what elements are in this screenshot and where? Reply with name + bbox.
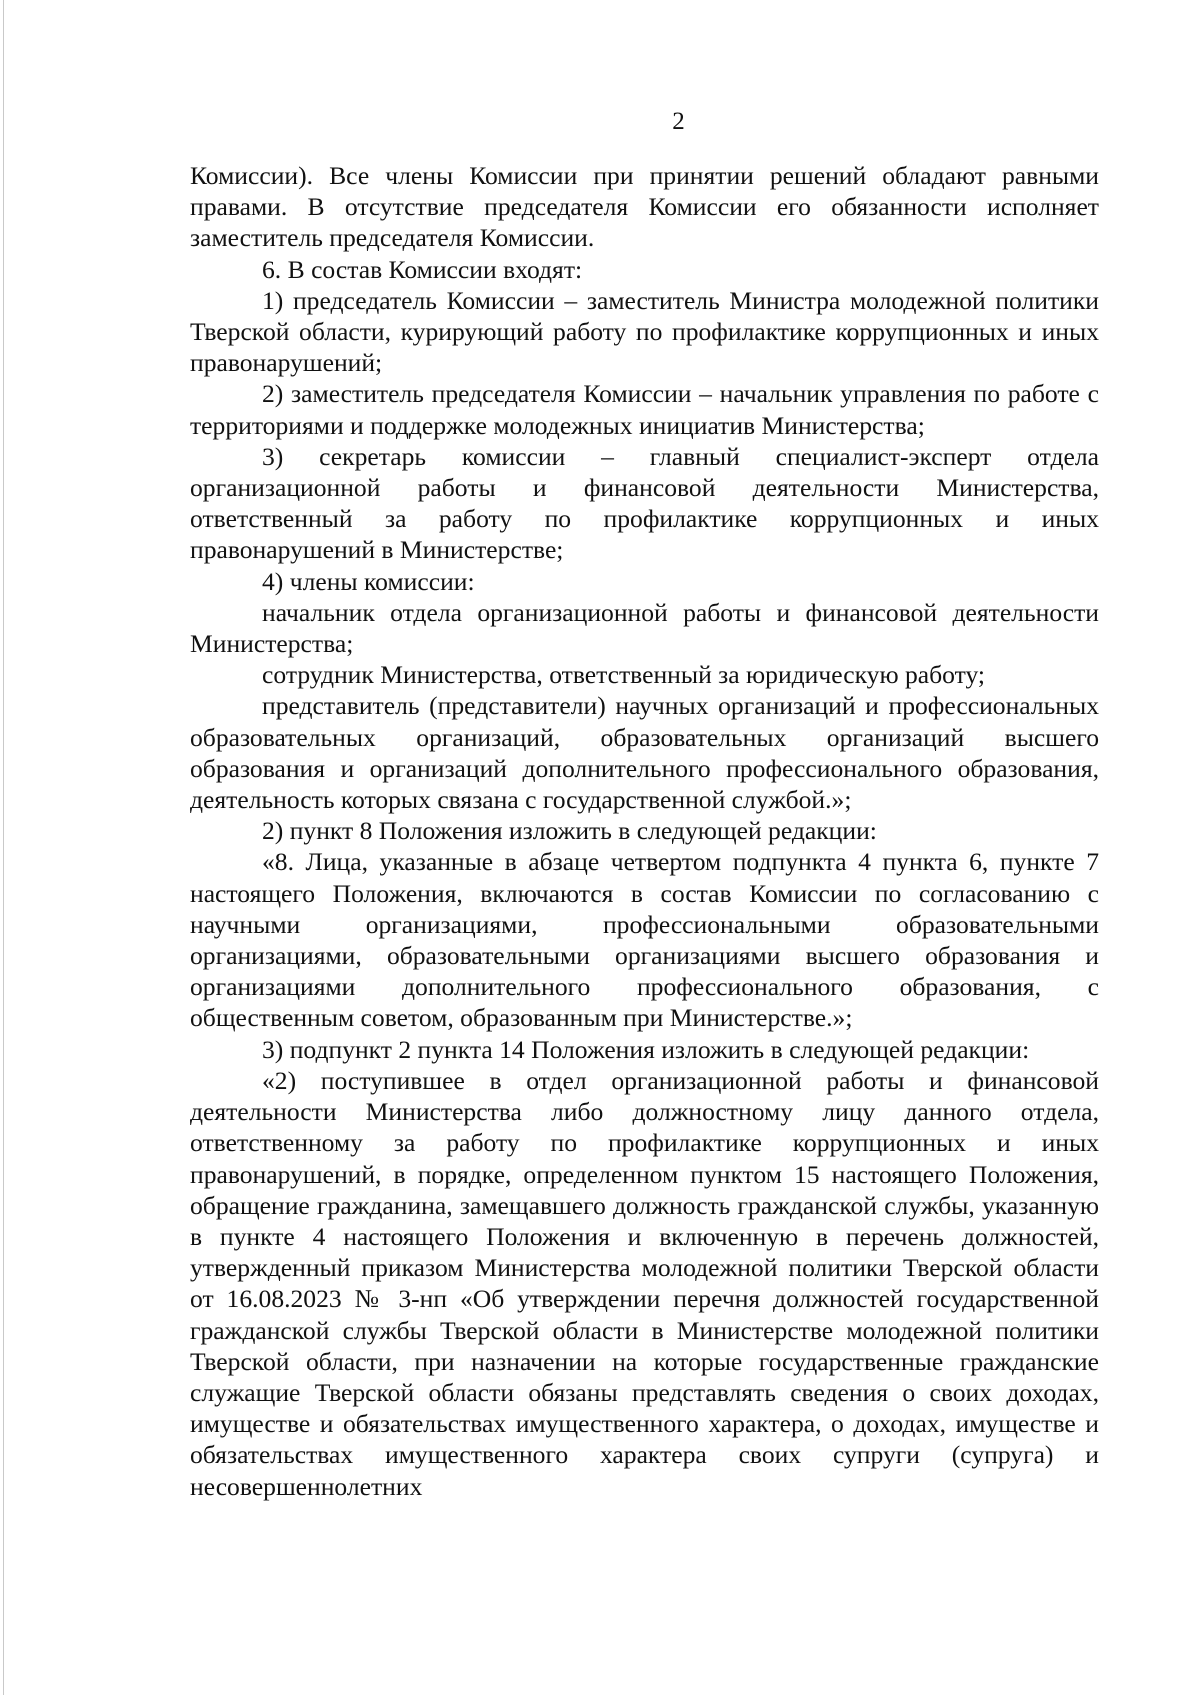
paragraph: «8. Лица, указанные в абзаце четвертом подпункта 4 пункта 6, пункте 7 настоящего Положения, включаются в состав Комиссии по согласованию с научными организациями, профессиональными образовательными организациями, образовательными организациями высшего образования и организациями дополнительного профессионального образования, с общественным советом, образованным при Министерстве.»; [190, 847, 1099, 1033]
paragraph: 2) заместитель председателя Комиссии – начальник управления по работе с территориями и поддержке молодежных инициатив Министерства; [190, 379, 1099, 440]
paragraph: начальник отдела организационной работы и финансовой деятельности Министерства; [190, 597, 1099, 659]
paragraph: «2) поступившее в отдел организационной работы и финансовой деятельности Министерства либо должностному лицу данного отдела, ответственному за работу по профилактике коррупционных и иных правонарушений, в порядке, определенном пунктом 15 настоящего Положения, обращение гражданина, замещавшего должность гражданской службы, указанную в пункте 4 настоящего Положения и включенную в перечень должностей, утвержденный приказом Министерства молодежной политики Тверской области от 16.08.2023 № 3-нп «Об утверждении перечня должностей государственной гражданской службы Тверской области в Министерстве молодежной политики Тверской области, при назначении на которые государственные гражданские служащие Тверской области обязаны представлять сведения о своих доходах, имуществе и обязательствах имущественного характера, о доходах, имуществе и обязательствах имущественного характера своих супруги (супруга) и несовершеннолетних [190, 1065, 1099, 1501]
paragraph: 6. В состав Комиссии входят: [262, 254, 583, 284]
page-number: 2 [672, 108, 685, 135]
paragraph: Комиссии). Все члены Комиссии при принятии решений обладают равными правами. В отсутствие председателя Комиссии его обязанности исполняет заместитель председателя Комиссии. [190, 161, 1099, 253]
paragraph: 4) члены комиссии: [262, 566, 475, 596]
scan-edge [3, 0, 4, 1695]
document-body [190, 160, 1099, 1502]
paragraph: 1) председатель Комиссии – заместитель Министра молодежной политики Тверской области, курирующий работу по профилактике коррупционных и иных правонарушений; [190, 285, 1099, 378]
paragraph: 2) пункт 8 Положения изложить в следующей редакции: [262, 816, 877, 846]
paragraph: сотрудник Министерства, ответственный за юридическую работу; [262, 660, 986, 690]
paragraph: 3) подпункт 2 пункта 14 Положения изложить в следующей редакции: [262, 1034, 1030, 1064]
paragraph: 3) секретарь комиссии – главный специалист-эксперт отдела организационной работы и финансовой деятельности Министерства, ответственный за работу по профилактике коррупционных и иных правонарушений в Министерстве; [190, 441, 1099, 565]
paragraph: представитель (представители) научных организаций и профессиональных образовательных организаций, образовательных организаций высшего образования и организаций дополнительного профессионального образования, деятельность которых связана с государственной службой.»; [190, 691, 1099, 815]
